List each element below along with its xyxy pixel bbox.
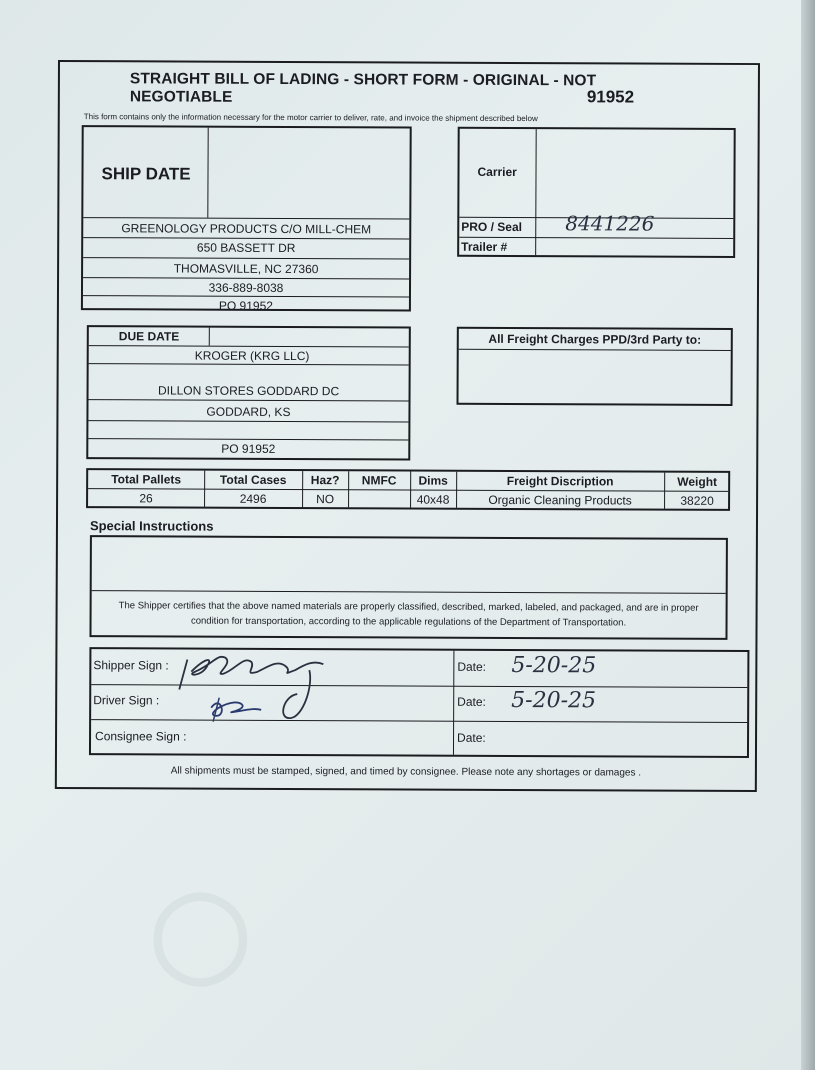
header-freight-description: Freight Discription: [506, 473, 614, 489]
header-haz: Haz?: [310, 473, 340, 488]
shipper-po: PO 91952: [218, 298, 273, 313]
value-dims: 40x48: [416, 492, 450, 507]
bill-of-lading-form: [55, 60, 760, 792]
header-total-pallets: Total Pallets: [111, 472, 182, 487]
value-total-cases: 2496: [239, 491, 267, 506]
freight-charges-box: [456, 327, 732, 406]
shipment-table: [86, 468, 730, 511]
consignee-name: KROGER (KRG LLC): [194, 348, 310, 364]
carrier-box: [457, 127, 736, 258]
special-instructions-label: Special Instructions: [89, 518, 214, 534]
shipper-city: THOMASVILLE, NC 27360: [173, 261, 319, 277]
certification-text: The Shipper certifies that the above named materials are properly classified, described, marked, labeled, and packaged, and are in proper condition for transportation, according to the applicable regulations of the Department of Transportation.: [118, 600, 699, 629]
paper-edge: [801, 0, 815, 1070]
signature-box: [89, 647, 749, 758]
pro-seal-label: PRO / Seal: [461, 219, 523, 235]
form-title: STRAIGHT BILL OF LADING - SHORT FORM - ORIGINAL - NOT NEGOTIABLE: [129, 70, 597, 106]
consignee-city: GODDARD, KS: [206, 404, 291, 420]
freight-charges-label: All Freight Charges PPD/3rd Party to:: [488, 331, 702, 347]
ship-date-label: SHIP DATE: [101, 164, 191, 184]
form-subtitle: This form contains only the information necessary for the motor carrier to deliver, rate, and invoice the shipment described below: [83, 112, 538, 124]
header-nmfc: NMFC: [361, 473, 397, 488]
consignee-date-label: Date:: [457, 730, 486, 745]
shipper-date-value: 5-20-25: [511, 652, 597, 679]
carrier-label: Carrier: [477, 164, 517, 180]
shipper-address: 650 BASSETT DR: [196, 240, 296, 256]
value-freight-description: Organic Cleaning Products: [488, 492, 632, 508]
form-number: 91952: [586, 87, 635, 107]
footer-note: All shipments must be stamped, signed, and timed by consignee. Please note any shortages or damages .: [170, 765, 642, 779]
trailer-label: Trailer #: [461, 239, 508, 254]
driver-date-label: Date:: [457, 694, 486, 709]
shipper-box: [81, 125, 412, 311]
special-instructions-box: [89, 535, 727, 640]
header-weight: Weight: [677, 474, 718, 489]
driver-sign-label: Driver Sign :: [93, 693, 160, 708]
consignee-location: DILLON STORES GODDARD DC: [157, 383, 340, 399]
driver-signature: [201, 688, 281, 728]
value-haz: NO: [316, 492, 335, 507]
shipper-phone: 336-889-8038: [208, 280, 284, 295]
pro-seal-value: 8441226: [565, 211, 655, 236]
due-date-label: DUE DATE: [118, 329, 180, 344]
shipper-date-label: Date:: [457, 659, 487, 674]
header-total-cases: Total Cases: [219, 472, 287, 488]
shipper-sign-label: Shipper Sign :: [93, 658, 169, 673]
bleed-through-mark: ◯: [150, 883, 251, 983]
consignee-sign-label: Consignee Sign :: [95, 729, 187, 744]
consignee-po: PO 91952: [221, 441, 276, 456]
driver-date-value: 5-20-25: [511, 687, 597, 714]
consignee-box: [86, 325, 411, 460]
value-weight: 38220: [680, 493, 714, 508]
shipper-name: GREENOLOGY PRODUCTS C/O MILL-CHEM: [121, 221, 372, 237]
value-total-pallets: 26: [139, 491, 153, 506]
header-dims: Dims: [418, 473, 448, 488]
